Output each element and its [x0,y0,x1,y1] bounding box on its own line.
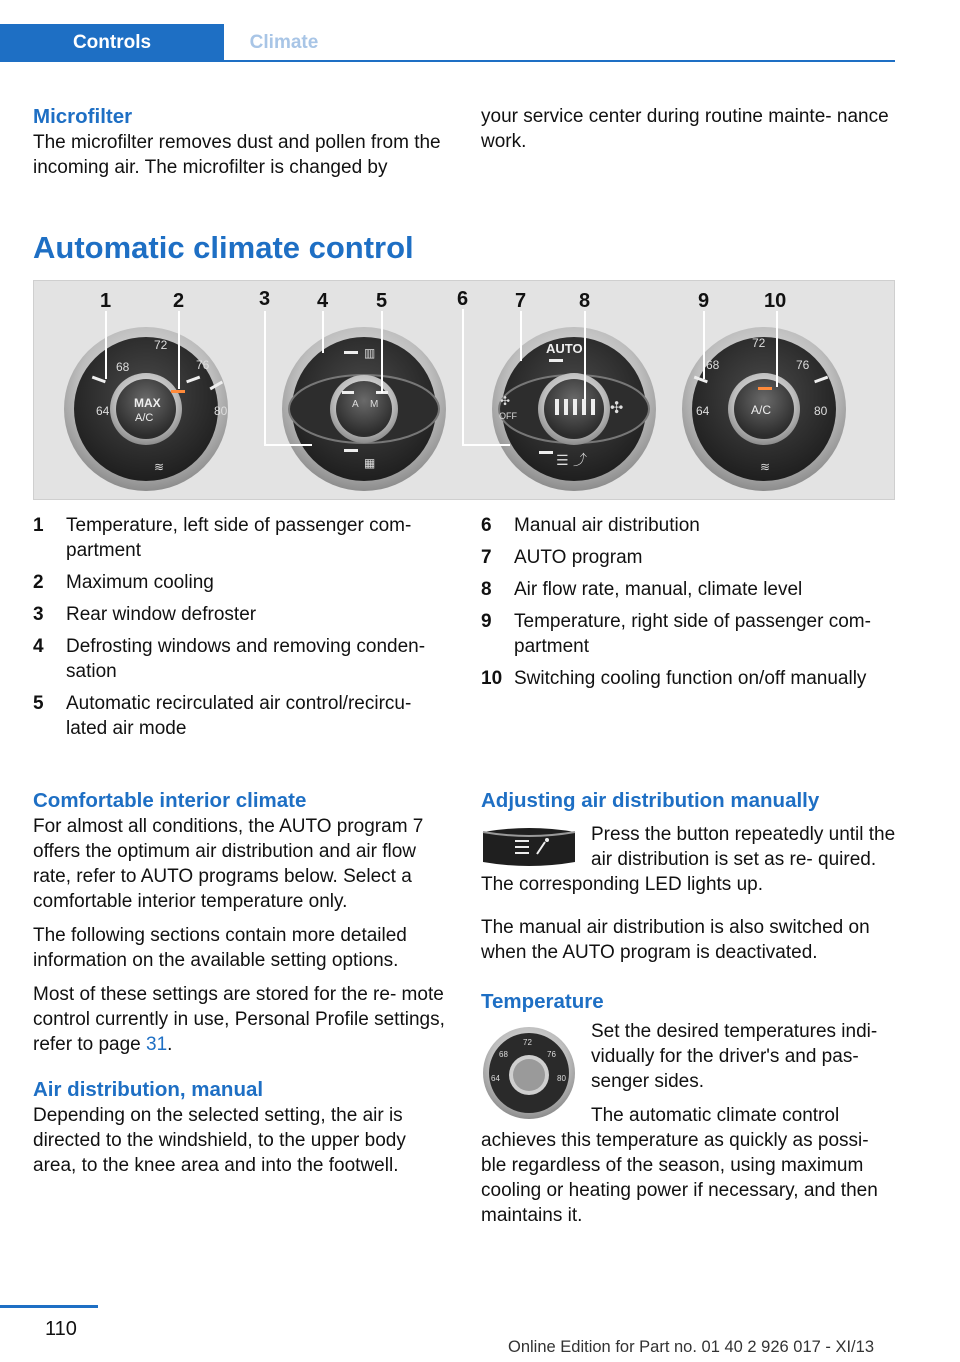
auto-label: AUTO [546,341,583,356]
comfort-p2: The following sections contain more detailed information on the available setting options. [33,925,407,971]
legend-right [481,513,896,698]
right-knob-80: 80 [814,404,828,418]
list-num: 10 [481,668,503,689]
header-tabs [0,24,895,62]
callout-9: 9 [698,290,710,312]
list-num: 4 [33,636,44,657]
callout-4: 4 [317,290,329,312]
callout-numbers [100,288,786,312]
list-num: 9 [481,611,492,632]
callout-10: 10 [764,290,787,312]
callout-5: 5 [376,290,388,312]
callout-3: 3 [259,288,271,310]
adjust-p1 [481,822,896,897]
left-knob-max: MAX [134,396,161,410]
icon-80: 80 [557,1074,566,1083]
climate-panel-illustration [34,281,895,500]
air-dist-text: Depending on the selected setting, the air is directed to the windshield, to the upper body area, to the knee area and into the footwell. [33,1105,406,1176]
callout-8: 8 [579,290,591,312]
list-text: Switching cooling function on/off manually [514,668,867,689]
seat-heat-icon: ≋ [154,460,165,474]
rear-defrost-icon: ▦ [364,456,376,470]
defrost-knob[interactable] [282,327,446,491]
comfort-p3-end: . [167,1034,173,1055]
windshield-defrost-icon: ▥ [364,346,376,360]
list-item [33,634,453,684]
seat-heat-icon-right: ≋ [760,460,771,474]
icon-76: 76 [547,1050,556,1059]
fan-off-label: OFF [499,411,517,421]
callout-1: 1 [100,290,112,312]
comfort-p1: For almost all conditions, the AUTO program 7 offers the optimum air distribution and air flow rate, refer to AUTO programs below. Select a comfortable interior temperature only. [33,816,424,912]
microfilter-text-left: The microfilter removes dust and pollen from the incoming air. The microfilter is changed by [33,132,441,178]
list-text: AUTO program [514,547,643,568]
callout-6: 6 [457,288,469,310]
footer-note: Online Edition for Part no. 01 40 2 926 017 - XI/13 [508,1338,874,1356]
icon-64: 64 [491,1074,500,1083]
temperature-heading: Temperature [481,990,604,1013]
list-item [33,513,453,563]
icon-68: 68 [499,1050,508,1059]
left-knob-64: 64 [96,404,110,418]
list-item [481,545,896,570]
left-knob-72: 72 [154,338,168,352]
callout-7: 7 [515,290,527,312]
list-text: Temperature, left side of passenger com‐ partment [66,515,412,561]
list-num: 3 [33,604,44,625]
comfort-p3-text: Most of these settings are stored for the re‐ mote control currently in use, Personal Profile settings, refer to page [33,984,445,1055]
recirc-m-label: M [370,399,379,410]
microfilter-continued [481,104,896,154]
right-knob-76: 76 [796,358,810,372]
adjust-p1-text: Press the button repeatedly until the air distribution is set as re‐ quired. The corresponding LED lights up. [481,824,896,895]
list-num: 2 [33,572,44,593]
left-knob-76: 76 [196,358,210,372]
footer-rule [0,1305,98,1308]
list-num: 1 [33,515,44,536]
tab-climate[interactable]: Climate [249,32,319,53]
list-item [481,609,896,659]
list-num: 7 [481,547,492,568]
adjust-section [481,788,896,1228]
list-text: Temperature, right side of passenger com‐ partment [514,611,871,657]
adjust-p2: The manual air distribution is also switched on when the AUTO program is deactivated. [481,917,870,963]
right-knob-68: 68 [706,358,720,372]
temperature-p1 [481,1019,896,1094]
list-item [481,666,896,691]
tab-controls[interactable]: Controls [0,24,224,61]
fan-icon: ✣ [610,398,624,417]
list-item [33,570,453,595]
temperature-p1-text: Set the desired temperatures indi‐ vidually for the driver's and pas‐ senger sides. [591,1021,878,1092]
microfilter-text-right: your service center during routine mainte‐ nance work. [481,106,889,152]
list-item [33,691,453,741]
list-text: Defrosting windows and removing conden‐ sation [66,636,426,682]
list-text: Manual air distribution [514,515,700,536]
list-text: Air flow rate, manual, climate level [514,579,803,600]
list-num: 8 [481,579,492,600]
list-text: Maximum cooling [66,572,214,593]
temperature-knob-icon [481,1023,577,1121]
list-text: Rear window defroster [66,604,257,625]
legend-left [33,513,453,748]
adjust-heading: Adjusting air distribution manually [481,789,820,812]
left-knob-ac: A/C [135,412,154,424]
recirc-a-label: A [352,399,359,410]
fan-off-icon: ✣ [500,394,511,408]
temperature-p2: The automatic climate control achieves this temperature as quickly as possi‐ ble regardless of the season, using maximum cooling or heating power if necessary, and then maintains it. [481,1105,878,1226]
air-dist-heading: Air distribution, manual [33,1078,264,1101]
right-knob-ac: A/C [751,403,772,417]
comfort-heading: Comfortable interior climate [33,789,307,812]
left-knob-80: 80 [214,404,228,418]
list-item [481,513,896,538]
right-knob-64: 64 [696,404,710,418]
air-distribution-icon: ☰ ⤴ [556,453,588,469]
list-item [33,602,453,627]
list-text: Automatic recirculated air control/recircu‐ lated air mode [66,693,412,739]
callout-2: 2 [173,290,185,312]
microfilter-heading: Microfilter [33,105,133,128]
auto-knob[interactable] [492,327,656,491]
microfilter-section [33,104,453,180]
air-distribution-button-icon [481,826,577,868]
section-title: Automatic climate control [33,230,414,265]
left-knob-68: 68 [116,360,130,374]
comfort-p3 [33,982,453,1057]
list-num: 5 [33,693,44,714]
comfort-section [33,788,453,1178]
climate-control-figure [33,280,895,500]
right-knob-72: 72 [752,336,766,350]
right-temperature-knob[interactable] [682,327,846,491]
page-number: 110 [45,1318,77,1340]
list-num: 6 [481,515,492,536]
list-item [481,577,896,602]
left-temperature-knob[interactable] [64,327,228,491]
page-link[interactable]: 31 [146,1034,168,1055]
icon-72: 72 [523,1038,532,1047]
